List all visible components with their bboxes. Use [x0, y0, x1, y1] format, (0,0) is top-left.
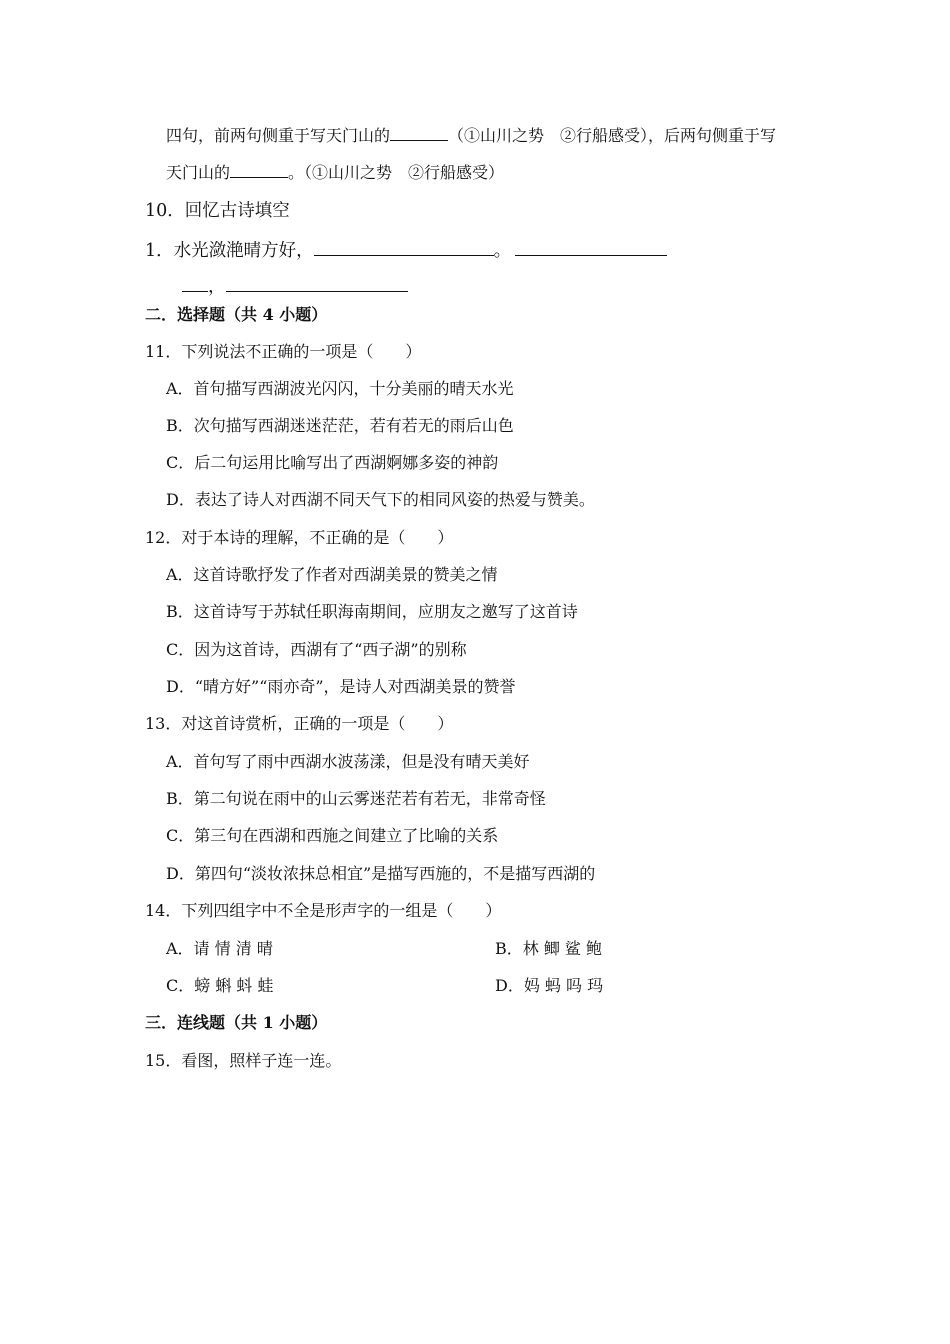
- section-2-title: 二．选择题（共 4 小题）: [145, 305, 328, 324]
- q14-option-a[interactable]: A．请 情 清 晴: [166, 939, 273, 958]
- q11-option-b[interactable]: B．次句描写西湖迷迷茫茫，若有若无的雨后山色: [166, 416, 514, 435]
- q11-option-d[interactable]: D．表达了诗人对西湖不同天气下的相同风姿的热爱与赞美。: [166, 490, 595, 509]
- q11-stem: 11．下列说法不正确的一项是（ ）: [145, 342, 422, 361]
- q10-answer-blank-1[interactable]: [314, 238, 494, 256]
- q14-option-b[interactable]: B．林 鲫 鲨 鲍: [495, 939, 603, 958]
- q10-item-prefix: 1．水光潋滟晴方好，: [145, 241, 314, 261]
- q14-option-c[interactable]: C．螃 蝌 蚪 蛙: [166, 976, 274, 995]
- q10-item-1-line2: [182, 274, 408, 297]
- q10-line2-sep: ，: [208, 277, 226, 297]
- q13-option-d[interactable]: D．第四句“淡妆浓抹总相宜”是描写西施的，不是描写西湖的: [166, 864, 596, 883]
- q13-option-a[interactable]: A．首句写了雨中西湖水波荡漾，但是没有晴天美好: [166, 752, 530, 771]
- q10-answer-blank-2[interactable]: [515, 238, 667, 256]
- q12-stem: 12．对于本诗的理解，不正确的是（ ）: [145, 528, 454, 547]
- q12-option-c[interactable]: C．因为这首诗，西湖有了“西子湖”的别称: [166, 640, 467, 659]
- q9-line1-text-b: （①山川之势 ②行船感受），后两句侧重于写: [448, 126, 777, 145]
- q9-line2-text-a: 天门山的: [166, 163, 231, 182]
- q9-line2-text-b: 。（①山川之势 ②行船感受）: [288, 163, 505, 182]
- q10-title: 10．回忆古诗填空: [145, 201, 290, 221]
- q13-option-c[interactable]: C．第三句在西湖和西施之间建立了比喻的关系: [166, 826, 499, 845]
- q9-line2: [166, 160, 504, 183]
- q12-option-a[interactable]: A．这首诗歌抒发了作者对西湖美景的赞美之情: [166, 565, 498, 584]
- q13-option-b[interactable]: B．第二句说在雨中的山云雾迷茫若有若无，非常奇怪: [166, 789, 546, 808]
- q10-item-mid: 。: [493, 241, 512, 261]
- q11-option-a[interactable]: A．首句描写西湖波光闪闪，十分美丽的晴天水光: [166, 379, 514, 398]
- q11-option-c[interactable]: C．后二句运用比喻写出了西湖婀娜多姿的神韵: [166, 453, 499, 472]
- section-3-title: 三．连线题（共 1 小题）: [145, 1013, 328, 1032]
- q15-stem: 15．看图，照样子连一连。: [145, 1051, 342, 1070]
- q12-option-b[interactable]: B．这首诗写于苏轼任职海南期间，应朋友之邀写了这首诗: [166, 602, 578, 621]
- q9-line1-text-a: 四句，前两句侧重于写天门山的: [166, 126, 391, 145]
- q10-item-1: [145, 238, 667, 261]
- q14-option-d[interactable]: D．妈 蚂 吗 玛: [495, 976, 604, 995]
- q9-answer-blank-2[interactable]: [230, 160, 288, 178]
- q9-answer-blank-1[interactable]: [390, 123, 448, 141]
- q9-line1: [166, 123, 776, 146]
- q10-answer-blank-2-cont[interactable]: [182, 274, 208, 292]
- q13-stem: 13．对这首诗赏析，正确的一项是（ ）: [145, 714, 454, 733]
- q12-option-d[interactable]: D．“晴方好”“雨亦奇”，是诗人对西湖美景的赞誉: [166, 677, 516, 696]
- q14-stem: 14．下列四组字中不全是形声字的一组是（ ）: [145, 901, 502, 920]
- q10-answer-blank-3[interactable]: [226, 274, 408, 292]
